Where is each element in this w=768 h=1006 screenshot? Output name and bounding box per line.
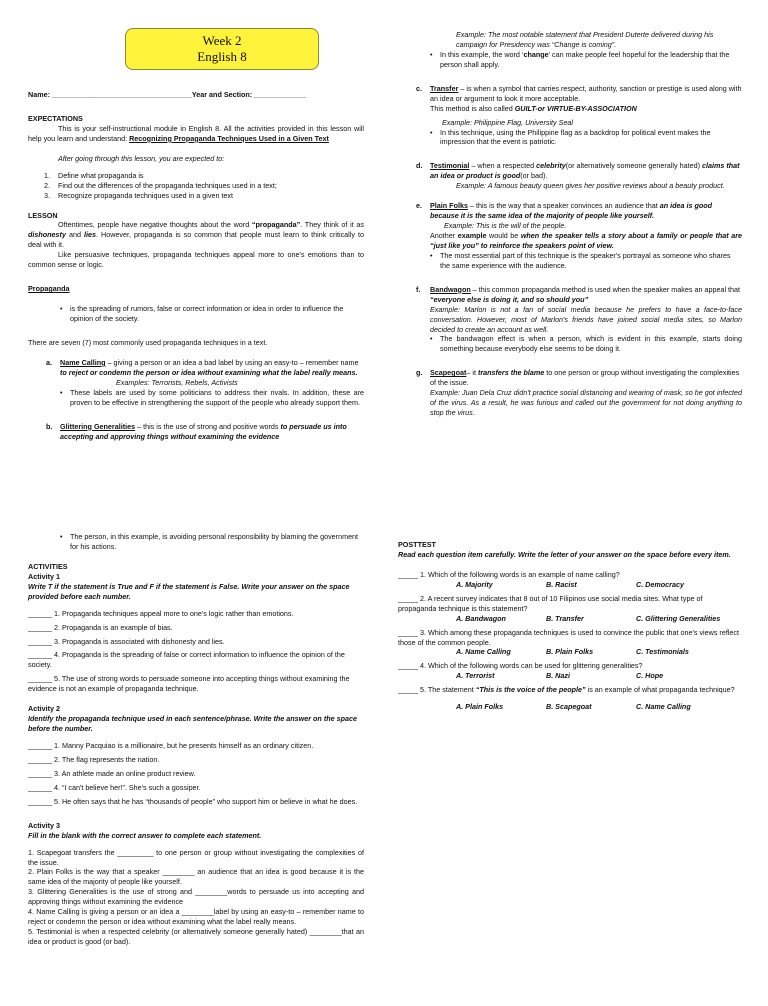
option: B. Racist xyxy=(546,579,577,589)
activity-3-item: 3. Glittering Generalities is the use of strong and ________words to persuade us into accepting and approving things without examining the evidence xyxy=(28,887,364,907)
activity-2-item: ______ 3. An athlete made an online product review. xyxy=(28,768,196,778)
option: A. Plain Folks xyxy=(456,702,504,712)
transfer-example: Example: Philippine Flag, University Seal xyxy=(442,117,574,127)
testimonial-example: Example: A famous beauty queen gives her positive reviews about a beauty product. xyxy=(456,181,725,191)
posttest-options-1 xyxy=(398,580,742,590)
activity-3-instructions: Fill in the blank with the correct answer to complete each statement. xyxy=(28,830,262,840)
posttest-question-3: _____ 3. Which among these propaganda techniques is used to convince the public that one's views reflect those of the common people. xyxy=(398,627,739,647)
activity-3-item: 4. Name Calling is giving a person or an idea a ________label by using an easy-to – remember name to reject or condemn the person or idea without examining what the label really means. xyxy=(28,907,364,927)
option: C. Hope xyxy=(636,671,664,681)
option: C. Name Calling xyxy=(636,702,691,712)
activity-3-item: 5. Testimonial is when a respected celebrity (or alternatively someone generally hated) ________that an idea or product is good (or bad). xyxy=(28,927,364,946)
name-calling-examples: Examples: Terrorists, Rebels, Activists xyxy=(116,377,238,387)
posttest-question-5: _____ 5. The statement “This is the voice of the people” is an example of what propaganda technique? xyxy=(398,685,735,695)
seven-techniques-intro: There are seven (7) most commonly used propaganda techniques in a text. xyxy=(28,337,268,347)
activity-1-instructions: Write T if the statement is True and F if the statement is False. Write your answer on the space provided before each number. xyxy=(28,581,350,601)
activity-2-item: ______ 2. The flag represents the nation. xyxy=(28,754,160,764)
bandwagon-bullet: • The bandwagon effect is when a person, which is evident in this example, starts doing something because everybody else seems to be doing it. xyxy=(398,334,742,354)
subject-label: English 8 xyxy=(197,49,247,64)
activity-1-item: ______ 1. Propaganda techniques appeal more to one's logic rather than emotions. xyxy=(28,608,294,618)
posttest-options-5 xyxy=(398,702,742,712)
expectations-after: After going through this lesson, you are expected to: xyxy=(58,153,225,163)
activity-2-title: Activity 2 xyxy=(28,704,60,714)
option: A. Majority xyxy=(456,579,493,589)
glittering-example: Example: The most notable statement that President Duterte delivered during his campaign for Presidency was “Change is coming”. xyxy=(456,30,714,49)
technique-glittering-generalities: b. Glittering Generalities – this is the use of strong and positive words to persuade us into accepting and approving things without examining the evidence xyxy=(46,421,347,441)
lesson-heading: LESSON xyxy=(28,210,58,220)
posttest-options-2 xyxy=(398,614,742,624)
activity-2-instructions: Identify the propaganda technique used in each sentence/phrase. Write the answer on the space before the number. xyxy=(28,714,357,734)
technique-name-calling: a. Name Calling – giving a person or an idea a bad label by using an easy-to – remember name to reject or condemn the person or idea without examining what the label really means. xyxy=(46,357,359,377)
propaganda-definition: • is the spreading of rumors, false or correct information or idea in order to influence the opinion of the society. xyxy=(28,304,364,324)
left-column-top xyxy=(28,90,364,441)
posttest-heading: POSTTEST xyxy=(398,540,436,549)
technique-scapegoat: g. Scapegoat– it transfers the blame to one person or group without investigating the complexities of the issue. xyxy=(416,368,740,388)
option: C. Democracy xyxy=(636,579,684,589)
scapegoat-bullet: • The person, in this example, is avoiding personal responsibility by blaming the government for his actions. xyxy=(28,532,364,552)
objectives-list xyxy=(28,171,364,201)
technique-plain-folks: e. Plain Folks – this is the way that a speaker convinces an audience that an idea is good because it is the same idea of the majority of people like yourself. xyxy=(416,201,713,221)
activity-1-item: ______ 2. Propaganda is an example of bias. xyxy=(28,622,173,632)
glittering-bullet: • In this example, the word ‘change’ can make people feel hopeful for the leadership that the person shall apply. xyxy=(398,50,742,70)
option: B. Nazi xyxy=(546,671,570,681)
name-line: Name: ___________________________________Year and Section: _____________ xyxy=(28,90,307,99)
lesson-paragraph-2: Like persuasive techniques, propaganda techniques appeal more to one's emotions than to common sense or logic. xyxy=(28,250,364,270)
activity-2-item: ______ 5. He often says that he has “thousands of people” who support him or believe in what he does. xyxy=(28,796,358,806)
option: B. Plain Folks xyxy=(546,647,594,657)
option: A. Name Calling xyxy=(456,647,511,657)
objective-item: 2. Find out the differences of the propaganda techniques used in a text; xyxy=(44,180,277,190)
posttest-options-4 xyxy=(398,671,742,681)
technique-bandwagon: f. Bandwagon – this common propaganda method is used when the speaker makes an appeal that “everyone else is doing it, and so should you” xyxy=(416,284,741,304)
activity-1-item: ______ 4. Propaganda is the spreading of false or correct information to influence the opinion of the society. xyxy=(28,650,345,670)
bandwagon-example: Example: Marlon is not a fan of social media because he prefers to have a face-to-face conversation. However, most of Marlon's friends have joined social media sites, so Marlon decided to create an account as well. xyxy=(430,304,742,334)
week-title-box xyxy=(125,28,319,70)
transfer-also-called: This method is also called GUILT-or VIRTUE-BY-ASSOCIATION xyxy=(430,103,637,113)
plain-folks-bullet: • The most essential part of this technique is the speaker's portrayal as someone who shares the same experience with the audience. xyxy=(398,251,742,271)
option: A. Bandwagon xyxy=(456,613,506,623)
lesson-topic: Recognizing Propaganda Techniques Used in a Given Text xyxy=(129,133,329,143)
option: C. Testimonials xyxy=(636,647,689,657)
technique-testimonial: d. Testimonial – when a respected celebrity(or alternatively someone generally hated) claims that an idea or product is good(or bad). xyxy=(416,161,740,181)
week-label: Week 2 xyxy=(202,33,242,48)
option: A. Terrorist xyxy=(456,671,495,681)
plain-folks-example: Example: This is the will of the people. xyxy=(444,221,567,231)
activity-1-item: ______ 3. Propaganda is associated with dishonesty and lies. xyxy=(28,636,225,646)
objective-item: 1. Define what propaganda is xyxy=(44,170,144,180)
option: C. Glittering Generalities xyxy=(636,613,721,623)
name-calling-bullet: • These labels are used by some politicians to address their rivals. In addition, these are proven to be effective in strengthening the support of the people who already support them. xyxy=(28,388,364,408)
activity-3-item: 2. Plain Folks is the way that a speaker ________ an audience that an idea is good because it is the same idea of the majority of people like yourself. xyxy=(28,867,364,887)
right-column-top xyxy=(398,30,742,418)
scapegoat-example: Example: Juan Dela Cruz didn't practice social distancing and wearing of mask, so he got infected of the virus. As a result, he was furious and called out the government for not doing anything to stop the virus. xyxy=(430,388,742,418)
plain-folks-another: Another example would be when the speaker tells a story about a family or people that are “just like you” to reinforce the speakers point of view. xyxy=(430,231,743,250)
option: B. Scapegoat xyxy=(546,702,592,712)
activity-3-item: 1. Scapegoat transfers the _________ to one person or group without investigating the complexities of the issue. xyxy=(28,847,364,867)
posttest-section xyxy=(398,540,742,712)
objective-item: 3. Recognize propaganda techniques used in a given text xyxy=(44,190,234,200)
transfer-bullet: • In this technique, using the Philippine flag as a backdrop for political event makes the impression that the event is patriotic. xyxy=(398,128,742,148)
posttest-instructions: Read each question item carefully. Write the letter of your answer on the space before every item. xyxy=(398,549,731,559)
left-column-bottom xyxy=(28,532,364,947)
posttest-options-3 xyxy=(398,647,742,657)
option: B. Transfer xyxy=(546,613,584,623)
activity-2-item: ______ 1. Manny Pacquiao is a millionaire, but he presents himself as an ordinary citizen. xyxy=(28,741,314,750)
activities-heading: ACTIVITIES xyxy=(28,561,68,571)
propaganda-heading: Propaganda xyxy=(28,284,70,294)
technique-transfer: c. Transfer – is when a symbol that carries respect, authority, sanction or prestige is used along with an idea or argument to look it more acceptable. xyxy=(416,83,742,103)
activity-3-title: Activity 3 xyxy=(28,820,60,830)
activity-2-item: ______ 4. “I can't believe her!”. She's such a gossiper. xyxy=(28,782,201,792)
activity-1-title: Activity 1 xyxy=(28,571,60,581)
lesson-paragraph-1: Oftentimes, people have negative thoughts about the word “propaganda”. They think of it as dishonesty and lies. However, propaganda is so common that people must learn to think critically to deal with it. xyxy=(28,220,364,250)
expectations-intro: This is your self-instructional module in English 8. All the activities provided in this lesson will help you learn and understand: Recognizing Propaganda Techniques Used in a Given Text xyxy=(28,123,364,143)
activity-1-item: ______ 5. The use of strong words to persuade someone into accepting things without examining the evidence is not an example of propaganda technique. xyxy=(28,674,350,694)
posttest-question-2: _____ 2. A recent survey indicates that 8 out of 10 Filipinos use social media sites. What type of propaganda technique is this statement? xyxy=(398,593,703,613)
posttest-question-1: _____ 1. Which of the following words is an example of name calling? xyxy=(398,569,620,579)
posttest-question-4: _____ 4. Which of the following words can be used for glittering generalities? xyxy=(398,661,643,671)
expectations-heading: EXPECTATIONS xyxy=(28,113,83,123)
